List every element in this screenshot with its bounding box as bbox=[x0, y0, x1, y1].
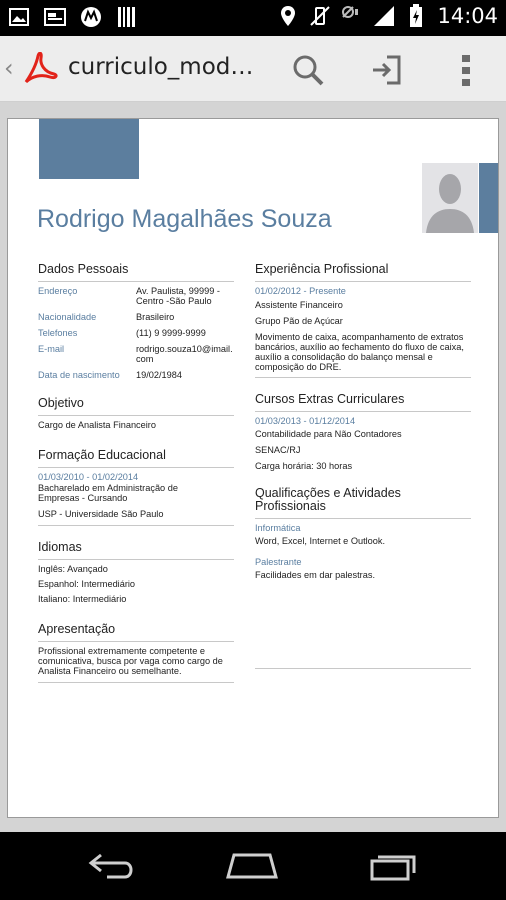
document-title: curriculo_mod… bbox=[68, 54, 254, 80]
avatar-icon bbox=[422, 163, 478, 233]
section-title-qualificacoes: Qualificações e Atividades Profissionais bbox=[255, 487, 471, 519]
section-title-dados-pessoais: Dados Pessoais bbox=[38, 262, 234, 282]
back-chevron-icon[interactable]: ‹ bbox=[4, 54, 14, 82]
course-hours: Carga horária: 30 horas bbox=[255, 461, 353, 471]
section-divider bbox=[255, 377, 471, 378]
right-column bbox=[255, 262, 471, 669]
qualification-text: Word, Excel, Internet e Outlook. bbox=[255, 536, 386, 546]
presentation-text: Profissional extremamente competente e comunicativa, busca por vaga como cargo de Analista Financeiro ou semelhante. bbox=[38, 646, 223, 676]
acrobat-logo-icon[interactable] bbox=[22, 52, 58, 86]
experience-role: Assistente Financeiro bbox=[255, 300, 343, 310]
education-course: Bacharelado em Administração de Empresas - Cursando bbox=[38, 483, 178, 503]
qualification-label: Palestrante bbox=[255, 557, 302, 567]
data-off-icon bbox=[341, 5, 363, 27]
export-button[interactable] bbox=[366, 50, 406, 90]
language-item: Espanhol: Intermediário bbox=[38, 579, 136, 589]
personal-value: rodrigo.souza10@imail.com bbox=[136, 344, 233, 364]
qualification-text: Facilidades em dar palestras. bbox=[255, 570, 376, 580]
battery-charging-icon bbox=[405, 5, 427, 27]
gallery-icon bbox=[8, 6, 30, 28]
objective-text: Cargo de Analista Financeiro bbox=[38, 420, 156, 430]
section-title-apresentacao: Apresentação bbox=[38, 622, 234, 642]
personal-row bbox=[38, 328, 234, 338]
qualification-label: Informática bbox=[255, 523, 301, 533]
course-name: Contabilidade para Não Contadores bbox=[255, 429, 402, 439]
experience-description: Movimento de caixa, acompanhamento de extratos bancários, auxílio ao fechamento do fluxo de caixa, auxílio a consolidação do balanço mensal e composição do DRE. bbox=[255, 332, 464, 372]
export-icon bbox=[369, 53, 403, 87]
pdf-viewer[interactable] bbox=[0, 102, 506, 832]
profile-photo-placeholder bbox=[422, 163, 478, 233]
personal-label: Endereço bbox=[38, 286, 78, 296]
course-period: 01/03/2013 - 01/12/2014 bbox=[255, 416, 356, 426]
language-item: Italiano: Intermediário bbox=[38, 594, 127, 604]
left-column bbox=[38, 262, 234, 683]
personal-value: Av. Paulista, 99999 - Centro -São Paulo bbox=[136, 286, 220, 306]
photo-accent-bar bbox=[479, 163, 499, 233]
experience-company: Grupo Pão de Açúcar bbox=[255, 316, 343, 326]
back-arrow-icon bbox=[87, 851, 137, 881]
personal-row bbox=[38, 312, 234, 322]
motorola-icon bbox=[80, 6, 102, 28]
personal-label: Telefones bbox=[38, 328, 78, 338]
header-accent-block bbox=[39, 119, 139, 179]
signal-icon bbox=[373, 5, 395, 27]
vibrate-off-icon bbox=[309, 5, 331, 27]
search-button[interactable] bbox=[288, 50, 328, 90]
clock: 14:04 bbox=[437, 4, 498, 28]
location-icon bbox=[277, 5, 299, 27]
personal-value: Brasileiro bbox=[136, 312, 175, 322]
status-bar bbox=[0, 0, 506, 36]
personal-row bbox=[38, 344, 234, 364]
section-title-objetivo: Objetivo bbox=[38, 396, 234, 416]
search-icon bbox=[291, 53, 325, 87]
personal-label: E-mail bbox=[38, 344, 65, 354]
personal-label: Nacionalidade bbox=[38, 312, 97, 322]
section-title-formacao: Formação Educacional bbox=[38, 448, 234, 468]
overflow-menu-button[interactable] bbox=[446, 50, 486, 90]
personal-value: 19/02/1984 bbox=[136, 370, 182, 380]
candidate-name: Rodrigo Magalhães Souza bbox=[37, 205, 332, 233]
action-bar bbox=[0, 36, 506, 102]
home-icon bbox=[224, 851, 280, 881]
section-title-experiencia: Experiência Profissional bbox=[255, 262, 471, 282]
experience-period: 01/02/2012 - Presente bbox=[255, 286, 346, 296]
course-institution: SENAC/RJ bbox=[255, 445, 301, 455]
personal-value: (11) 9 9999-9999 bbox=[136, 328, 206, 338]
personal-row bbox=[38, 286, 234, 306]
education-period: 01/03/2010 - 01/02/2014 bbox=[38, 472, 139, 482]
section-title-cursos: Cursos Extras Curriculares bbox=[255, 392, 471, 412]
recent-apps-button[interactable] bbox=[364, 848, 424, 884]
screenshot-icon bbox=[44, 6, 66, 28]
section-divider bbox=[38, 682, 234, 683]
pdf-page[interactable] bbox=[7, 118, 499, 818]
navigation-bar bbox=[0, 832, 506, 900]
section-title-idiomas: Idiomas bbox=[38, 540, 234, 560]
language-item: Inglês: Avançado bbox=[38, 564, 108, 574]
more-vertical-icon bbox=[461, 53, 471, 87]
education-institution: USP - Universidade São Paulo bbox=[38, 509, 164, 519]
home-button[interactable] bbox=[222, 848, 282, 884]
section-divider bbox=[255, 668, 471, 669]
barcode-icon bbox=[116, 6, 138, 28]
back-button[interactable] bbox=[82, 848, 142, 884]
personal-label: Data de nascimento bbox=[38, 370, 120, 380]
personal-row bbox=[38, 370, 234, 380]
section-divider bbox=[38, 525, 234, 526]
recent-apps-icon bbox=[368, 851, 420, 881]
